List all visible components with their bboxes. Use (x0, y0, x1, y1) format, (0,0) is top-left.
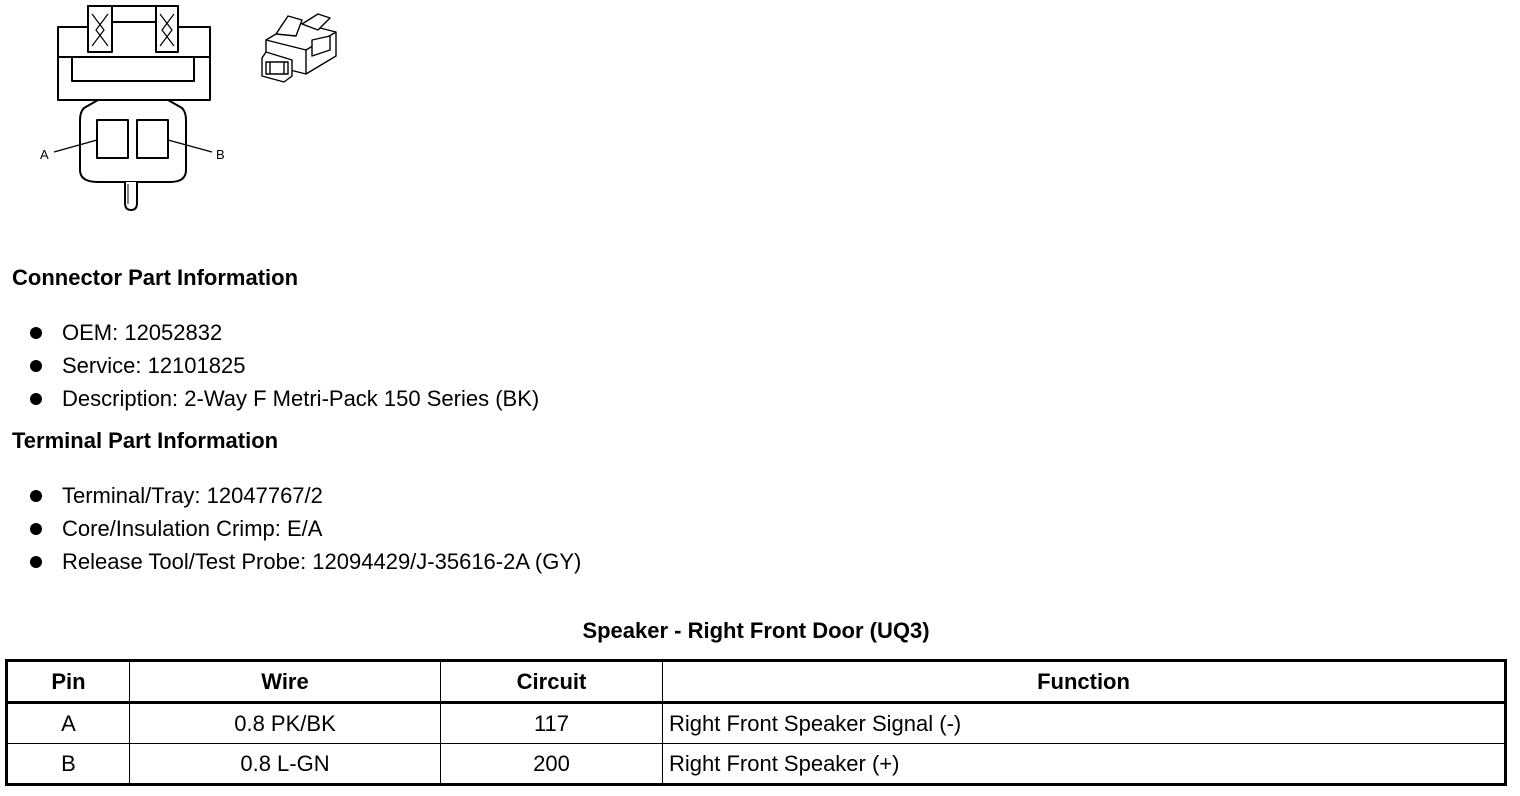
cell-pin: A (7, 703, 130, 744)
connector-key (125, 182, 137, 210)
cell-circuit: 200 (441, 744, 663, 785)
list-item (26, 516, 581, 549)
latch-tab-left (88, 6, 112, 52)
pin-label-a: A (40, 147, 49, 162)
pin-table-title: Speaker - Right Front Door (UQ3) (582, 618, 930, 643)
cell-function: Right Front Speaker (+) (663, 744, 1506, 785)
connector-oem: OEM: 12052832 (62, 320, 223, 345)
header-circuit: Circuit (441, 661, 663, 703)
terminal-part-list (26, 483, 581, 582)
terminal-tray: Terminal/Tray: 12047767/2 (62, 483, 323, 508)
connector-part-heading: Connector Part Information (12, 265, 299, 290)
table-row (7, 744, 1506, 785)
terminal-crimp: Core/Insulation Crimp: E/A (62, 516, 323, 541)
terminal-part-heading: Terminal Part Information (12, 428, 279, 453)
connector-band (72, 57, 194, 81)
cell-circuit: 117 (441, 703, 663, 744)
connector-service: Service: 12101825 (62, 353, 246, 378)
terminal-release-tool: Release Tool/Test Probe: 12094429/J-35616-2A (GY) (62, 549, 582, 574)
bullet-icon (30, 523, 42, 535)
connector-diagram (0, 0, 360, 220)
cell-function: Right Front Speaker Signal (-) (663, 703, 1506, 744)
connector-housing-top (58, 6, 210, 100)
list-item (26, 386, 539, 419)
header-pin: Pin (7, 661, 130, 703)
cavity-a (97, 120, 128, 158)
header-function: Function (663, 661, 1506, 703)
table-header-row (7, 661, 1506, 703)
cell-pin: B (7, 744, 130, 785)
bullet-icon (30, 556, 42, 568)
header-wire: Wire (130, 661, 441, 703)
table-row (7, 703, 1506, 744)
cell-wire: 0.8 L-GN (130, 744, 441, 785)
cell-wire: 0.8 PK/BK (130, 703, 441, 744)
pin-table (5, 659, 1507, 786)
list-item (26, 483, 581, 516)
cavity-b (137, 120, 168, 158)
list-item (26, 353, 539, 386)
bullet-icon (30, 490, 42, 502)
bullet-icon (30, 327, 42, 339)
bullet-icon (30, 360, 42, 372)
list-item (26, 549, 581, 582)
connector-description: Description: 2-Way F Metri-Pack 150 Series (BK) (62, 386, 540, 411)
connector-part-list (26, 320, 539, 419)
list-item (26, 320, 539, 353)
bullet-icon (30, 393, 42, 405)
connector-iso-view (262, 14, 336, 82)
latch-tab-right (156, 6, 178, 52)
pin-label-b: B (216, 147, 225, 162)
